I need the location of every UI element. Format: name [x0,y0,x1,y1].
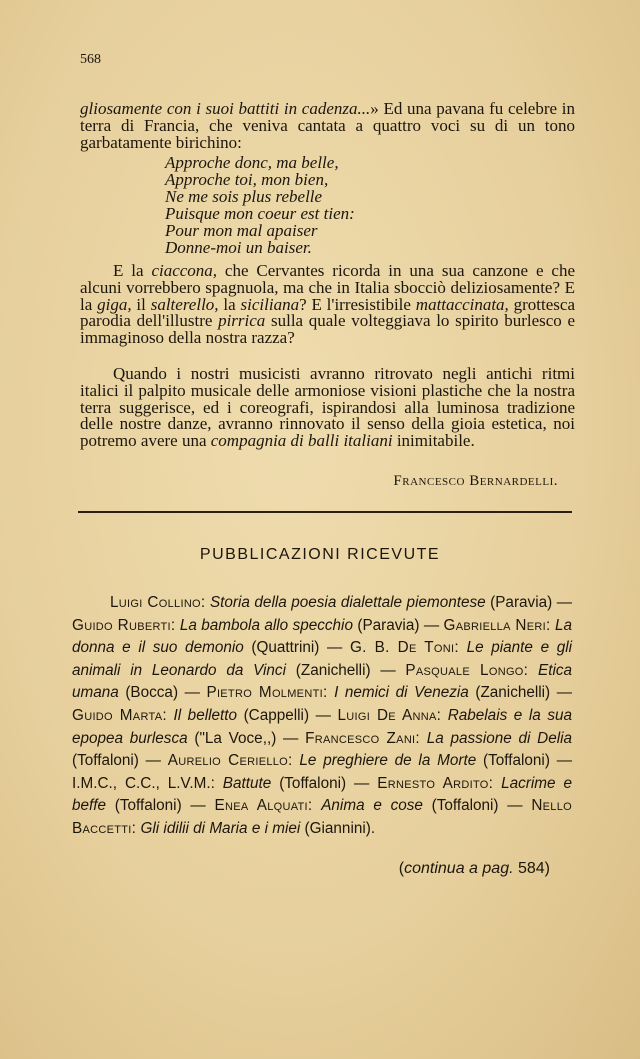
continued-note-text: ( [398,860,405,877]
publication-title: Etica umana [72,661,573,702]
publication-author: Pietro Molmenti: [206,684,328,702]
text-run: E la [113,261,152,280]
text-run: la [218,294,241,314]
publication-publisher: (Paravia) — [352,616,444,634]
paragraph-ciaccona [80,263,575,347]
publication-title: Rabelais e la sua epopea burlesca [72,706,573,747]
publication-publisher: (Paravia) — [485,594,572,611]
text-run: gliosamente con i suoi battiti in cadenza... [80,99,371,118]
publication-author: Francesco Zani: [305,729,420,747]
text-run: ciaccona, [151,261,218,280]
publication-author: Aurelio Ceriello: [167,752,293,770]
continued-note-text: 584) [513,860,550,877]
text-run: » Ed una pavana fu celebre in terra di Francia, che veniva cantata a quattro voci su di un tono garbatamente birichino: [80,99,575,152]
poem-line: Pour mon mal apaiser [165,221,318,240]
publication-author: Pasquale Longo: [405,661,529,679]
publication-publisher [493,775,501,792]
publication-title: La bambola allo specchio [179,616,353,634]
poem-line: Donne-moi un baiser. [165,238,312,257]
publication-publisher: (Giannini). [300,819,376,837]
publication-publisher: (Zanichelli) — [285,661,406,679]
publication-publisher [528,662,538,679]
poem-line: Approche donc, ma belle, [165,153,339,172]
publication-title: Battute [222,774,272,792]
text-run: che Cervantes ricorda in una sua canzone e che alcuni vorrebbero spagnuola, ma che in Italia sbocciò deliziosamente? E la [80,261,575,314]
publication-author: Ernesto Ardito: [377,774,494,792]
publication-title: Lacrime e beffe [72,774,572,815]
text-run: giga, [97,294,132,314]
text-run: mattaccinata, [415,294,509,314]
publication-title: Il belletto [173,706,238,724]
publication-title: Le piante e gli animali in Leonardo da Vinci [72,639,573,679]
text-run: Quando i nostri musicisti avranno ritrovato negli antichi ritmi italici il palpito musicale delle armoniose visioni plastiche che la nostra terra suggerisce, ed i coreografi, ispirandosi alla luminosa tradizione delle nostre danze, avranno rinnovato il senso della gioia estetica, noi potremo avere una [80,364,575,451]
publication-publisher [420,730,427,747]
text-run: sulla quale volteggiava lo spirito burlesco e immaginoso della nostra razza? [80,311,575,348]
text-run: pirrica [218,311,266,331]
publication-title: La passione di Delia [426,729,573,747]
publication-title: I nemici di Venezia [334,684,469,702]
continued-note [399,860,550,878]
page-number: 568 [80,52,101,67]
text-run: il [131,294,151,314]
paragraph-conclusion [80,366,575,450]
text-run: siciliana [240,294,300,314]
publication-publisher: (Toffaloni) — [72,752,168,770]
publication-publisher: ("La Voce,,) — [187,729,306,747]
publication-author: Luigi De Anna: [337,706,442,724]
text-run: ? E l'irresistibile [299,294,416,314]
publication-author: Guido Ruberti: [72,616,176,634]
poem-line: Approche toi, mon bien, [165,170,329,189]
section-divider [78,511,572,513]
publication-author: Enea Alquati: [214,797,313,815]
poem-line: Puisque mon coeur est tien: [165,204,355,223]
publication-publisher: (Quattrini) — [243,639,350,657]
publication-author: Nello Baccetti: [72,797,573,837]
publications-list [72,592,572,841]
text-run: salterello, [150,294,219,314]
text-run: compagnia di balli italiani [210,431,393,451]
publication-title: Gli idilii di Maria e i miei [140,819,301,837]
publication-publisher: (Toffaloni) — I.M.C., C.C., L.V.M.: [72,752,573,792]
poem-line: Ne me sois plus rebelle [165,187,323,206]
publication-author: Gabriella Neri: [443,616,551,634]
paragraph-pavana [80,101,575,151]
publication-title: Storia della poesia dialettale piemontese [209,594,486,611]
publication-title: Anima e cose [321,797,423,815]
article-author: Francesco Bernardelli. [393,473,558,489]
section-heading: PUBBLICAZIONI RICEVUTE [199,546,441,563]
french-poem [165,154,355,256]
publication-title: La donna e il suo demonio [72,616,572,657]
publication-publisher: (Zanichelli) — [468,684,573,702]
continued-note-text: continua a pag. [404,860,514,877]
publication-publisher: (Toffaloni) — [271,774,378,792]
publication-publisher [441,707,448,724]
text-run: grottesca parodia dell'illustre [80,294,576,331]
text-run: inimitabile. [392,431,475,451]
publication-publisher: (Bocca) — [118,684,207,702]
publication-author: Luigi Collino: [110,594,206,611]
publication-publisher: (Toffaloni) — [422,797,532,815]
publication-publisher [312,797,321,814]
publication-author: Guido Marta: [72,706,167,724]
publication-publisher: (Toffaloni) — [106,797,215,815]
publication-title: Le preghiere de la Morte [299,752,477,770]
publication-publisher: (Cappelli) — [237,706,338,724]
publication-publisher [459,639,467,656]
publication-author: G. B. De Toni: [349,639,459,657]
